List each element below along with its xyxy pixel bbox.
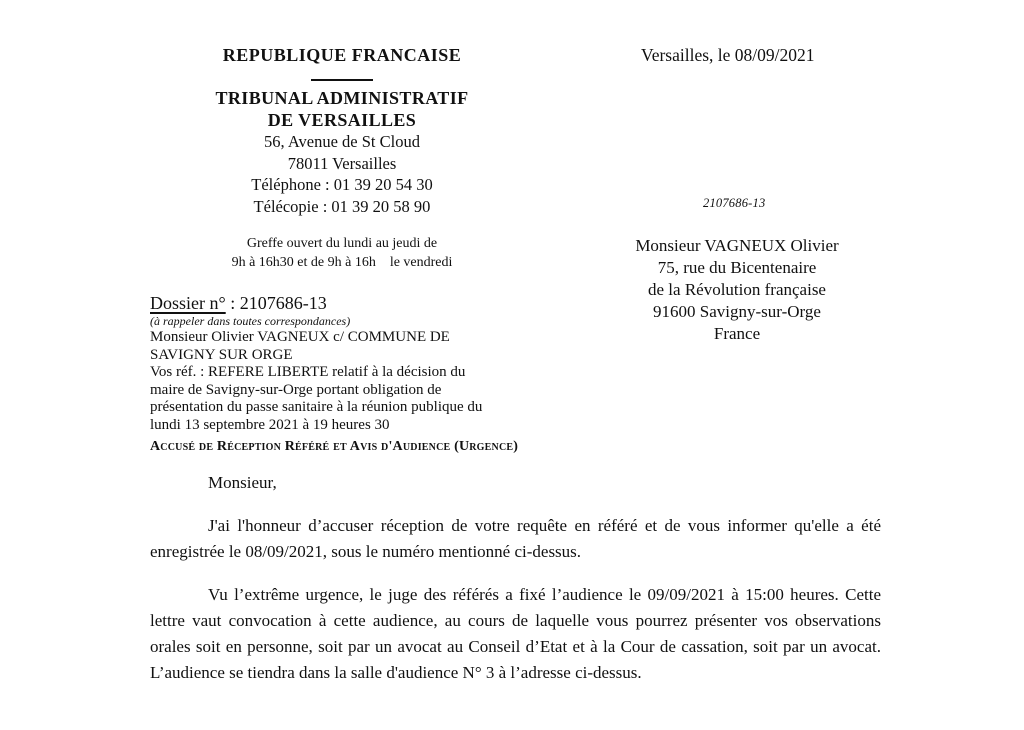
your-ref-line1: Vos réf. : REFERE LIBERTE relatif à la décision du bbox=[150, 364, 466, 380]
your-ref-line3: présentation du passe sanitaire à la réunion publique du bbox=[150, 399, 483, 415]
letter-body bbox=[150, 470, 881, 686]
court-address-street: 56, Avenue de St Cloud bbox=[264, 132, 420, 151]
your-ref-line4: lundi 13 septembre 2021 à 19 heures 30 bbox=[150, 416, 390, 433]
recipient-address bbox=[592, 235, 882, 345]
dossier-value: : 2107686-13 bbox=[225, 293, 327, 313]
dossier-label: Dossier n° bbox=[150, 293, 226, 313]
dossier-block bbox=[150, 292, 600, 457]
court-fax: Télécopie : 01 39 20 58 90 bbox=[253, 196, 431, 216]
dossier-number-line bbox=[150, 292, 600, 314]
reference-lines bbox=[150, 329, 600, 434]
subject-line: Accusé de Réception Référé et Avis d'Audience (Urgence) bbox=[150, 439, 519, 454]
office-hours-line1: Greffe ouvert du lundi au jeudi de bbox=[246, 236, 438, 251]
case-number: 2107686-13 bbox=[703, 196, 766, 210]
office-hours-line2: 9h à 16h30 et de 9h à 16h le vendredi bbox=[231, 255, 453, 270]
dossier-note: (à rappeler dans toutes correspondances) bbox=[150, 314, 351, 328]
recipient-name: Monsieur VAGNEUX Olivier bbox=[635, 236, 839, 255]
court-phone: Téléphone : 01 39 20 54 30 bbox=[251, 175, 433, 194]
header-divider bbox=[311, 79, 373, 81]
recipient-street2: de la Révolution française bbox=[648, 280, 826, 299]
letter-date: Versailles, le 08/09/2021 bbox=[641, 45, 815, 65]
office-hours bbox=[150, 234, 534, 272]
court-name-line1: TRIBUNAL ADMINISTRATIF bbox=[215, 88, 469, 108]
republic-title: REPUBLIQUE FRANCAISE bbox=[222, 45, 462, 65]
parties-line1: Monsieur Olivier VAGNEUX c/ COMMUNE DE bbox=[150, 329, 450, 345]
court-header bbox=[150, 44, 534, 272]
body-paragraph-1: J'ai l'honneur d’accuser réception de votre requête en référé et de vous informer qu'elle a été enregistrée le 08/09/2021, sous le numéro mentionné ci-dessus. bbox=[150, 516, 881, 561]
parties-line2: SAVIGNY SUR ORGE bbox=[150, 346, 293, 363]
court-name-line2: DE VERSAILLES bbox=[267, 110, 417, 130]
court-address-city: 78011 Versailles bbox=[287, 153, 397, 173]
recipient-street: 75, rue du Bicentenaire bbox=[657, 258, 817, 277]
salutation: Monsieur, bbox=[208, 473, 277, 492]
recipient-country: France bbox=[713, 324, 761, 343]
your-ref-line2: maire de Savigny-sur-Orge portant obligation de bbox=[150, 381, 442, 398]
recipient-city: 91600 Savigny-sur-Orge bbox=[653, 302, 821, 321]
body-paragraph-2: Vu l’extrême urgence, le juge des référés a fixé l’audience le 09/09/2021 à 15:00 heures. Cette lettre vaut convocation à cette audience, au cours de laquelle vous pourrez présenter vos observations orales soit en personne, soit par un avocat au Conseil d’Etat et à la Cour de cassation, soit par un avocat. L’audience se tiendra dans la salle d'audience N° 3 à l’adresse ci-dessus. bbox=[150, 585, 881, 682]
